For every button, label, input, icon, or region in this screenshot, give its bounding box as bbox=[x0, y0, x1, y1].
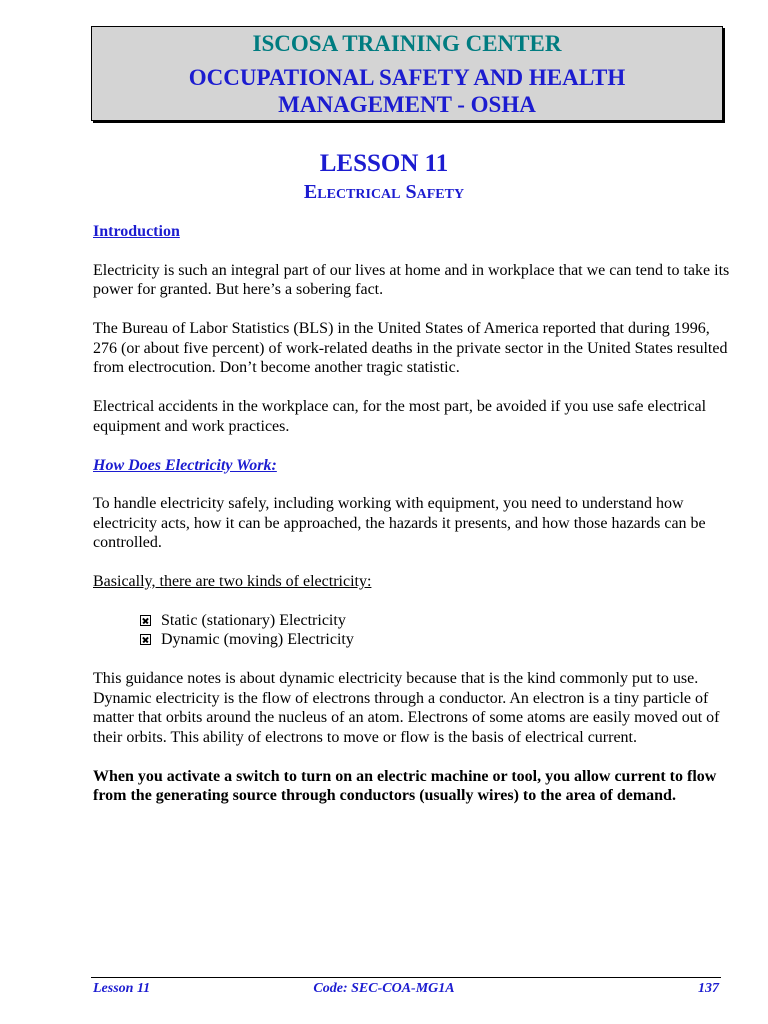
main-content bbox=[93, 222, 733, 806]
checked-box-icon bbox=[140, 615, 151, 626]
kinds-intro: Basically, there are two kinds of electricity: bbox=[93, 573, 372, 590]
course-title-line2: MANAGEMENT - OSHA bbox=[278, 92, 536, 117]
list-item bbox=[140, 630, 733, 650]
how-electricity-works-heading: How Does Electricity Work: bbox=[93, 456, 277, 474]
electricity-kinds-list bbox=[93, 611, 733, 650]
lesson-title: LESSON 11 bbox=[319, 150, 449, 177]
footer-code: Code: SEC-COA-MG1A bbox=[313, 981, 455, 996]
list-item-label: Dynamic (moving) Electricity bbox=[161, 631, 354, 648]
page-number: 137 bbox=[698, 981, 719, 996]
paragraph-1: Electricity is such an integral part of our lives at home and in workplace that we can tend to take its power for granted. But here’s a sobering fact. bbox=[93, 261, 730, 298]
training-center-title: ISCOSA TRAINING CENTER bbox=[252, 31, 562, 56]
paragraph-4: To handle electricity safely, including working with equipment, you need to understand how electricity acts, how it can be approached, the hazards it presents, and how those hazards can be controlled. bbox=[93, 495, 706, 551]
list-item-label: Static (stationary) Electricity bbox=[161, 611, 346, 629]
paragraph-6-bold: When you activate a switch to turn on an electric machine or tool, you allow current to flow from the generating source through conductors (usually wires) to the area of demand. bbox=[93, 767, 717, 804]
paragraph-2: The Bureau of Labor Statistics (BLS) in the United States of America reported that during 1996, 276 (or about five percent) of work-related deaths in the private sector in the United States resulted from electrocution. Don’t become another tragic statistic. bbox=[93, 320, 728, 376]
checked-box-icon bbox=[140, 634, 151, 645]
paragraph-3: Electrical accidents in the workplace can, for the most part, be avoided if you use safe electrical equipment and work practices. bbox=[93, 398, 707, 435]
footer-lesson: Lesson 11 bbox=[93, 981, 151, 996]
footer-divider bbox=[91, 977, 721, 978]
intro-heading: Introduction bbox=[93, 223, 180, 240]
course-title-line1: OCCUPATIONAL SAFETY AND HEALTH bbox=[188, 65, 626, 90]
list-item bbox=[140, 611, 733, 631]
paragraph-5: This guidance notes is about dynamic electricity because that is the kind commonly put to use. Dynamic electricity is the flow of electrons through a conductor. An electron is a tiny particle of matter that orbits around the nucleus of an atom. Electrons of some atoms are easily moved out of their orbits. This ability of electrons to move or flow is the basis of electrical current. bbox=[93, 670, 720, 746]
course-title bbox=[92, 64, 722, 118]
lesson-subtitle: Electrical Safety bbox=[303, 181, 465, 203]
header-box bbox=[91, 26, 723, 121]
